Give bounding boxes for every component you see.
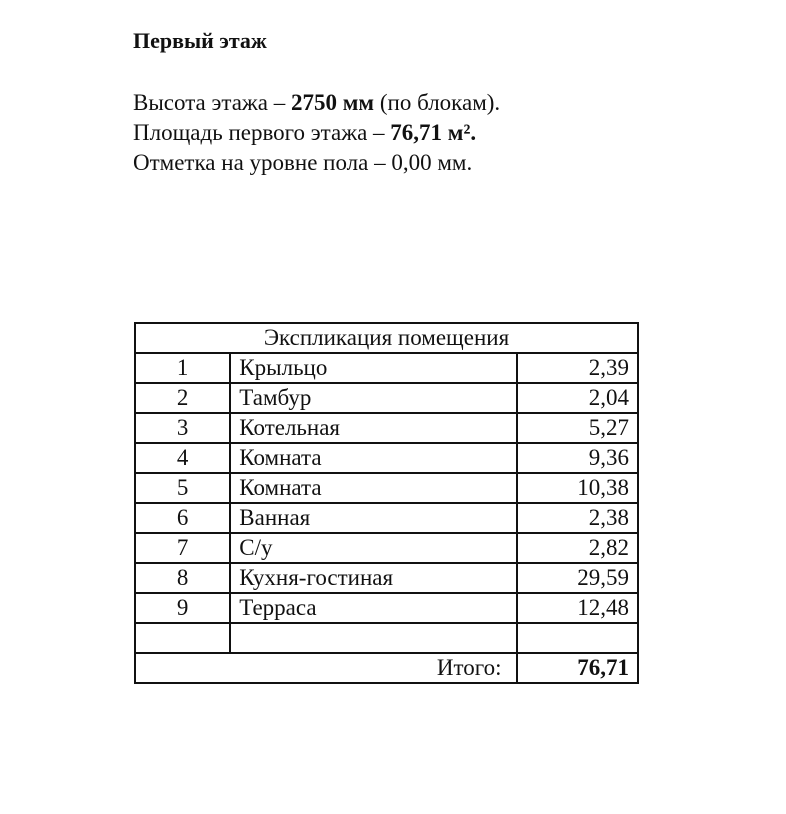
room-name: Комната	[230, 443, 516, 473]
room-number: 3	[135, 413, 230, 443]
room-area: 10,38	[517, 473, 638, 503]
total-value: 76,71	[517, 653, 638, 683]
floor-height-label: Высота этажа –	[133, 90, 292, 115]
table-title: Экспликация помещения	[135, 323, 638, 353]
table-row	[135, 443, 638, 473]
room-number: 1	[135, 353, 230, 383]
room-name: Тамбур	[230, 383, 516, 413]
room-name: Комната	[230, 473, 516, 503]
floor-area-value: 76,71 м².	[390, 120, 477, 145]
table-row	[135, 593, 638, 623]
table-row	[135, 503, 638, 533]
room-number: 8	[135, 563, 230, 593]
room-name: Ванная	[230, 503, 516, 533]
table-header-row	[135, 323, 638, 353]
room-name: С/у	[230, 533, 516, 563]
room-number: 9	[135, 593, 230, 623]
room-name: Кухня-гостиная	[230, 563, 516, 593]
empty-row	[135, 623, 638, 653]
room-area: 2,38	[517, 503, 638, 533]
page-title: Первый этаж	[133, 28, 267, 53]
table-row	[135, 413, 638, 443]
floor-info	[133, 88, 500, 178]
room-area: 2,39	[517, 353, 638, 383]
empty-cell	[517, 623, 638, 653]
room-area: 2,82	[517, 533, 638, 563]
room-number: 2	[135, 383, 230, 413]
room-explication-table	[134, 322, 639, 684]
room-area: 5,27	[517, 413, 638, 443]
table-row	[135, 533, 638, 563]
room-name: Крыльцо	[230, 353, 516, 383]
table-row	[135, 383, 638, 413]
table-row	[135, 563, 638, 593]
room-name: Терраса	[230, 593, 516, 623]
room-area: 12,48	[517, 593, 638, 623]
floor-area-label: Площадь первого этажа –	[133, 120, 391, 145]
total-label: Итого:	[135, 653, 517, 683]
total-row	[135, 653, 638, 683]
floor-level-line: Отметка на уровне пола – 0,00 мм.	[133, 150, 473, 175]
room-number: 4	[135, 443, 230, 473]
empty-cell	[230, 623, 516, 653]
room-number: 5	[135, 473, 230, 503]
room-area: 9,36	[517, 443, 638, 473]
room-number: 7	[135, 533, 230, 563]
floor-height-line	[133, 88, 500, 118]
room-area: 29,59	[517, 563, 638, 593]
floor-height-value: 2750 мм	[291, 90, 375, 115]
room-name: Котельная	[230, 413, 516, 443]
floor-height-note: (по блокам).	[374, 90, 501, 115]
empty-cell	[135, 623, 230, 653]
floor-area-line	[133, 118, 500, 148]
table-row	[135, 473, 638, 503]
room-area: 2,04	[517, 383, 638, 413]
room-number: 6	[135, 503, 230, 533]
table-row	[135, 353, 638, 383]
